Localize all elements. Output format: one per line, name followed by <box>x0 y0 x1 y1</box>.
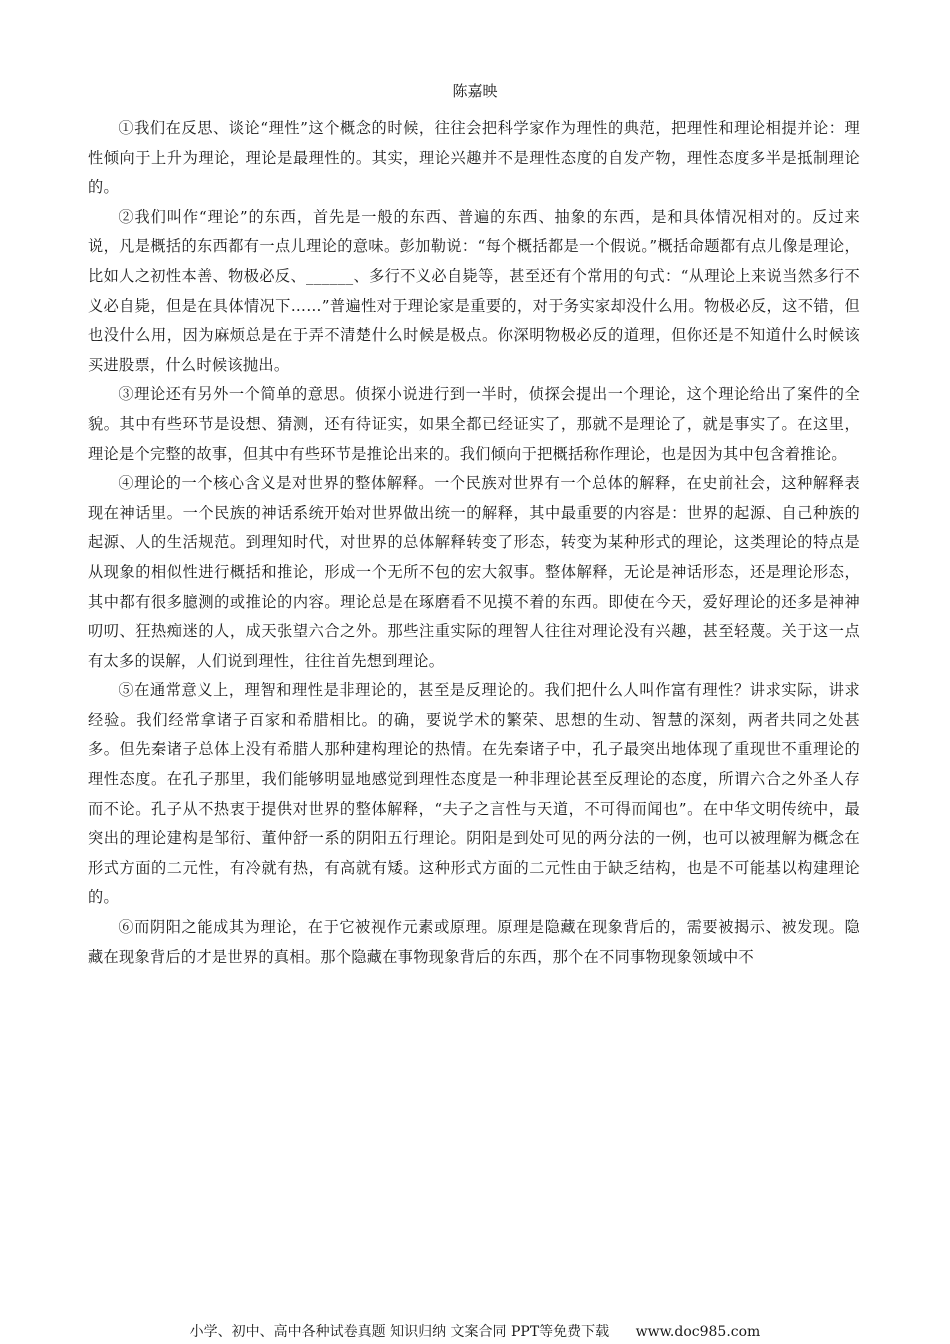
page-footer <box>0 1322 950 1342</box>
paragraph-3: ③理论还有另外一个简单的意思。侦探小说进行到一半时，侦探会提出一个理论，这个理论给出了案件的全貌。其中有些环节是设想、猜测，还有待证实，如果全都已经证实了，那就不是理论了，就是事实了。在这里，理论是个完整的故事，但其中有些环节是推论出来的。我们倾向于把概括称作理论，也是因为其中包含着推论。 <box>88 385 860 463</box>
paragraph-1: ①我们在反思、谈论“理性”这个概念的时候，往往会把科学家作为理性的典范，把理性和理论相提并论：理性倾向于上升为理论，理论是最理性的。其实，理论兴趣并不是理性态度的自发产物，理性态度多半是抵制理论的。 <box>88 119 860 197</box>
article-body <box>88 114 860 972</box>
paragraph-4: ④理论的一个核心含义是对世界的整体解释。一个民族对世界有一个总体的解释，在史前社会，这种解释表现在神话里。一个民族的神话系统开始对世界做出统一的解释，其中最重要的内容是：世界的起源、自己种族的起源、人的生活规范。到理知时代，对世界的总体解释转变了形态，转变为某种形式的理论，这类理论的特点是从现象的相似性进行概括和推论，形成一个无所不包的宏大叙事。整体解释，无论是神话形态，还是理论形态，其中都有很多臆测的或推论的内容。理论总是在琢磨看不见摸不着的东西。即使在今天，爱好理论的还多是神神叨叨、狂热痴迷的人，成天张望六合之外。那些注重实际的理智人往往对理论没有兴趣，甚至轻蔑。关于这一点有太多的误解，人们说到理性，往往首先想到理论。 <box>88 474 860 670</box>
footer-text: 小学、初中、高中各种试卷真题 知识归纳 文案合同 PPT等免费下载 <box>189 1324 610 1340</box>
author-name: 陈嘉映 <box>452 82 498 100</box>
paragraph-2: ②我们叫作“理论”的东西，首先是一般的东西、普遍的东西、抽象的东西，是和具体情况相对的。反过来说，凡是概括的东西都有一点儿理论的意味。彭加勒说：“每个概括都是一个假说。”概括命题都有点儿像是理论，比如人之初性本善、物极必反、______、多行不义必自毙等，甚至还有个常用的句式：“从理论上来说当然多行不义必自毙，但是在具体情况下……”普遍性对于理论家是重要的，对于务实家却没什么用。物极必反，这不错，但也没什么用，因为麻烦总是在于弄不清楚什么时候是极点。你深明物极必反的道理，但你还是不知道什么时候该买进股票，什么时候该抛出。 <box>88 207 860 374</box>
footer-link[interactable]: www.doc985.com <box>635 1324 761 1340</box>
paragraph-6: ⑥而阴阳之能成其为理论，在于它被视作元素或原理。原理是隐藏在现象背后的，需要被揭示、被发现。隐藏在现象背后的才是世界的真相。那个隐藏在事物现象背后的东西，那个在不同事物现象领域中不 <box>88 918 860 966</box>
paragraph-5: ⑤在通常意义上，理智和理性是非理论的，甚至是反理论的。我们把什么人叫作富有理性？讲求实际，讲求经验。我们经常拿诸子百家和希腊相比。的确，要说学术的繁荣、思想的生动、智慧的深刻，两者共同之处甚多。但先秦诸子总体上没有希腊人那种建构理论的热情。在先秦诸子中，孔子最突出地体现了重现世不重理论的理性态度。在孔子那里，我们能够明显地感觉到理性态度是一种非理论甚至反理论的态度，所谓六合之外圣人存而不论。孔子从不热衷于提供对世界的整体解释，“夫子之言性与天道，不可得而闻也”。在中华文明传统中，最突出的理论建构是邹衍、董仲舒一系的阴阳五行理论。阴阳是到处可见的两分法的一例，也可以被理解为概念在形式方面的二元性，有冷就有热，有高就有矮。这种形式方面的二元性由于缺乏结构，也是不可能基以构建理论的。 <box>88 681 860 907</box>
